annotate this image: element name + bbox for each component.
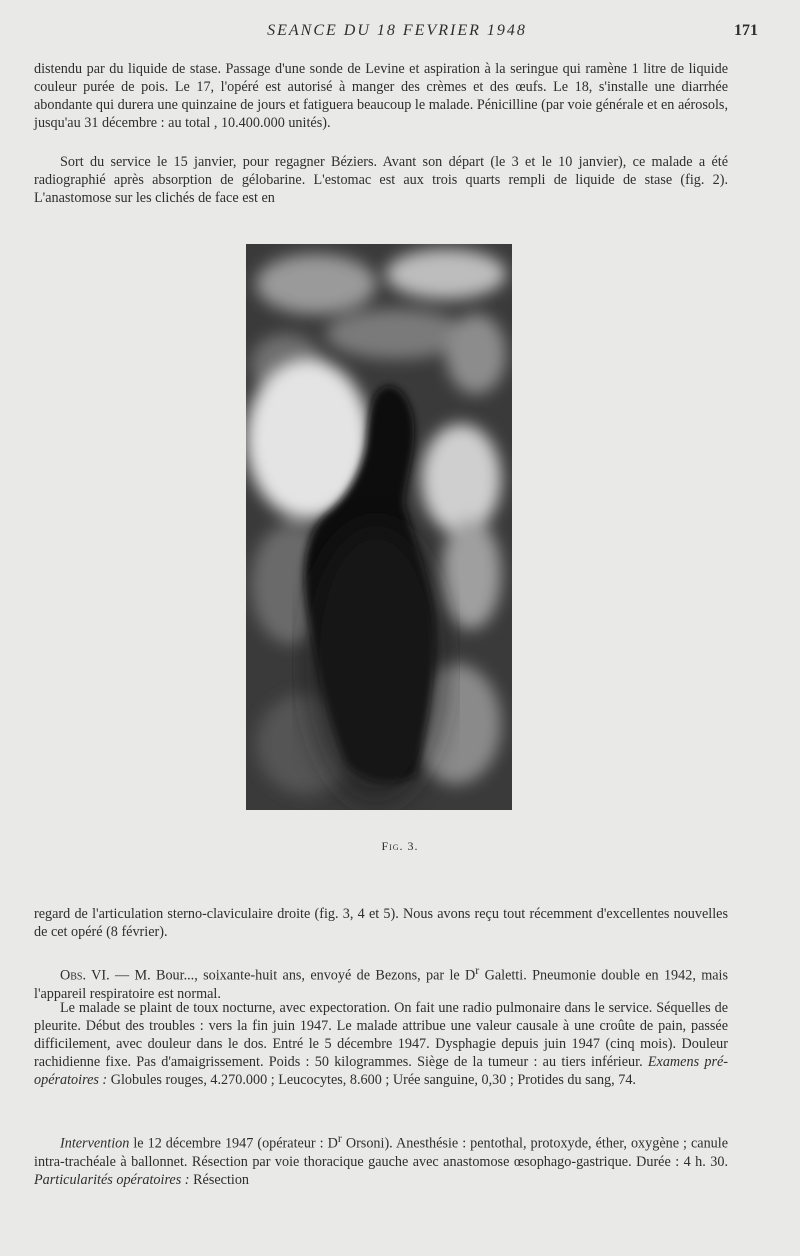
running-title: SEANCE DU 18 FEVRIER 1948 (267, 22, 527, 39)
observation-text-b: Galetti. Pneumonie double en 1942, mais l'appareil respiratoire est normal. (34, 967, 728, 1002)
paragraph-history (34, 999, 728, 1089)
paragraph-intervention (34, 1129, 728, 1189)
intervention-italic-label-2: Particularités opératoires : (34, 1171, 190, 1188)
paragraph-observation (34, 961, 728, 1003)
figure-caption: Fig. 3. (381, 839, 419, 853)
intervention-text-a: le 12 décembre 1947 (opérateur : D (129, 1135, 338, 1152)
paragraph-after-figure: regard de l'articulation sterno-claviculaire droite (fig. 3, 4 et 5). Nous avons reçu tout récemment d'excellentes nouvelles de cet opéré (8 février). (34, 906, 728, 940)
observation-label: Obs. VI. (60, 967, 110, 984)
history-text-a: Le malade se plaint de toux nocturne, avec expectoration. On fait une radio pulmonaire dans le service. Séquelles de pleurite. Début des troubles : vers la fin juin 1947. Le malade attribue une valeur causale à une croûte de pain, passée difficilement, avec douleur dans le dos. Entré le 5 décembre 1947. Dysphagie depuis juin 1947 (cinq mois). Douleur rachidienne fixe. Pas d'amaigrissement. Poids : 50 kilogrammes. Siège de la tumeur : au tiers inférieur. (34, 1000, 728, 1070)
intervention-text-c: Résection (189, 1171, 250, 1188)
radiograph-figure (246, 244, 512, 810)
intervention-text-b: Orsoni). Anesthésie : pentothal, protoxyde, éther, oxygène ; canule intra-trachéale à ballonnet. Résection par voie thoracique gauche avec anastomose œsophago-gastrique. Durée : 4 h. 30. (34, 1135, 728, 1170)
intervention-sup: r (337, 1131, 342, 1145)
observation-text-a: — M. Bour..., soixante-huit ans, envoyé de Bezons, par le D (109, 967, 476, 984)
observation-sup: r (475, 963, 480, 977)
page-header (36, 20, 758, 46)
radiograph-image (246, 244, 512, 810)
history-text-b: Globules rouges, 4.270.000 ; Leucocytes, 8.600 ; Urée sanguine, 0,30 ; Protides du sang, 74. (107, 1072, 636, 1088)
page-number: 171 (734, 22, 758, 39)
paragraph-discharge: Sort du service le 15 janvier, pour regagner Béziers. Avant son départ (le 3 et le 10 janvier), ce malade a été radiographié après absorption de gélobarine. L'estomac est aux trois quarts rempli de liquide de stase (fig. 2). L'anastomose sur les clichés de face est en (34, 154, 728, 206)
paragraph-continuation: distendu par du liquide de stase. Passage d'une sonde de Levine et aspiration à la seringue qui ramène 1 litre de liquide couleur purée de pois. Le 17, l'opéré est autorisé à manger des crèmes et des œufs. Le 18, s'installe une diarrhée abondante qui durera une quinzaine de jours et fatiguera beaucoup le malade. Pénicilline (par voie générale et en aérosols, jusqu'au 31 décembre : au total , 10.400.000 unités). (34, 61, 728, 131)
history-italic-label: Examens pré-opératoires : (34, 1054, 728, 1088)
intervention-label: Intervention (60, 1135, 130, 1152)
